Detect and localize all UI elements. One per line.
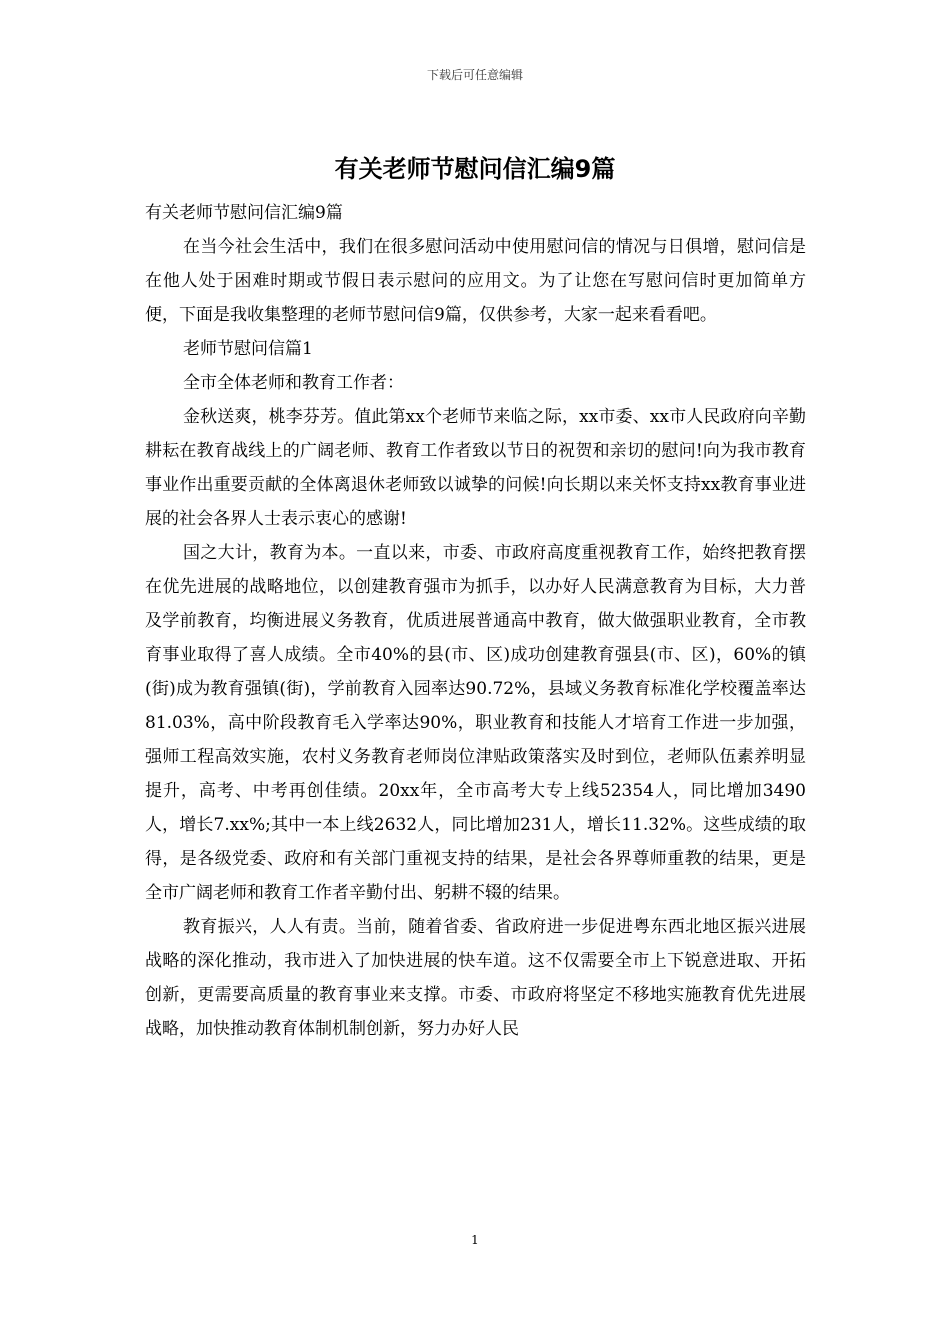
document-title: 有关老师节慰问信汇编9篇 [334, 155, 616, 183]
page-number: 1 [471, 1233, 479, 1247]
header-note: 下载后可任意编辑 [426, 68, 523, 82]
salutation-paragraph: 全市全体老师和教育工作者： [183, 373, 404, 393]
document-body [145, 196, 806, 1046]
body-paragraph: 国之大计，教育为本。一直以来，市委、市政府高度重视教育工作，始终把教育摆在优先进展的战略地位，以创建教育强市为抓手，以办好人民满意教育为目标，大力普及学前教育，均衡进展义务教育，优质进展普通高中教育，做大做强职业教育，全市教育事业取得了喜人成绩。全市40%的县(市、区)成功创建教育强县(市、区)，60%的镇(街)成为教育强镇(街)，学前教育入园率达90.72%，县域义务教育标准化学校覆盖率达81.03%，高中阶段教育毛入学率达90%，职业教育和技能人才培育工作进一步加强，强师工程高效实施，农村义务教育老师岗位津贴政策落实及时到位，老师队伍素养明显提升，高考、中考再创佳绩。20xx年，全市高考大专上线52354人，同比增加3490人，增长7.xx%;其中一本上线2632人，同比增加231人，增长11.32%。这些成绩的取得，是各级党委、政府和有关部门重视支持的结果，是社会各界尊师重教的结果，更是全市广阔老师和教育工作者辛勤付出、躬耕不辍的结果。 [145, 543, 806, 903]
subtitle-paragraph: 有关老师节慰问信汇编9篇 [145, 203, 343, 223]
body-paragraph: 金秋送爽，桃李芬芳。值此第xx个老师节来临之际，xx市委、xx市人民政府向辛勤耕耘在教育战线上的广阔老师、教育工作者致以节日的祝贺和亲切的慰问!向为我市教育事业作出重要贡献的全体离退休老师致以诚挚的问候!向长期以来关怀支持xx教育事业进展的社会各界人士表示衷心的感谢! [145, 407, 806, 529]
body-paragraph: 教育振兴，人人有责。当前，随着省委、省政府进一步促进粤东西北地区振兴进展战略的深化推动，我市进入了加快进展的快车道。这不仅需要全市上下锐意进取、开拓创新，更需要高质量的教育事业来支撑。市委、市政府将坚定不移地实施教育优先进展战略，加快推动教育体制机制创新，努力办好人民 [145, 917, 806, 1039]
section-heading: 老师节慰问信篇1 [183, 339, 313, 359]
intro-paragraph: 在当今社会生活中，我们在很多慰问活动中使用慰问信的情况与日俱增，慰问信是在他人处于困难时期或节假日表示慰问的应用文。为了让您在写慰问信时更加简单方便，下面是我收集整理的老师节慰问信9篇，仅供参考，大家一起来看看吧。 [145, 237, 806, 325]
